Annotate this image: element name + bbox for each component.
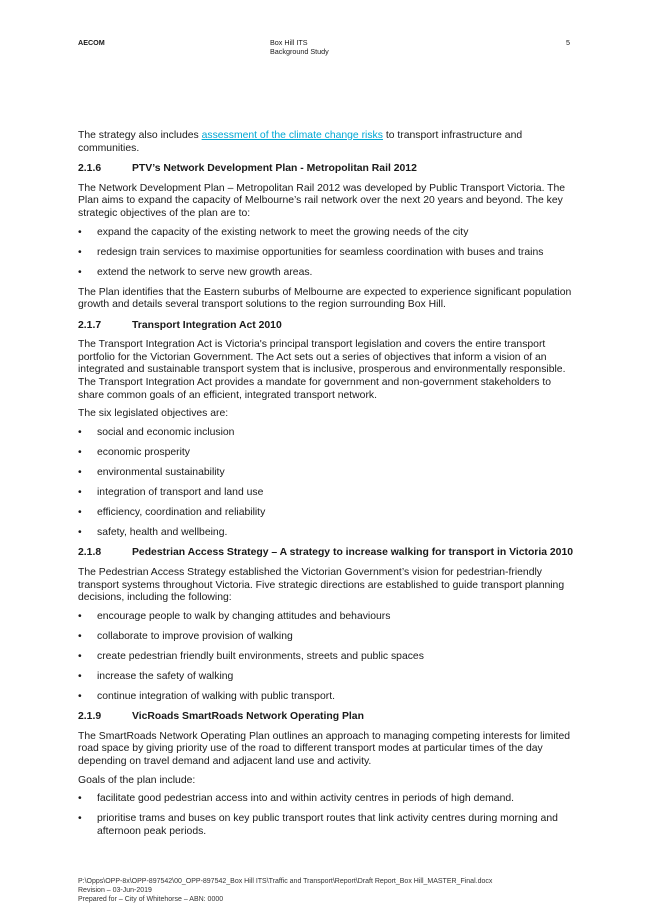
- intro-text-before: The strategy also includes: [78, 130, 202, 141]
- section-title: VicRoads SmartRoads Network Operating Plan: [132, 711, 364, 723]
- list-item: • continue integration of walking with public transport.: [78, 691, 576, 704]
- section-title: Pedestrian Access Strategy – A strategy to increase walking for transport in Victoria 2010: [132, 547, 574, 559]
- footer-file-path: P:\Opps\OPP-8x\OPP-897542\00_OPP-897542_Box Hill ITS\Traffic and Transport\Report\Draft Report_Box Hill_MASTER_Final.docx: [78, 878, 493, 885]
- section-2-1-8-bullets: [78, 611, 576, 704]
- list-item: • extend the network to serve new growth areas.: [78, 267, 576, 280]
- list-item: • integration of transport and land use: [78, 487, 576, 500]
- section-number: 2.1.8: [78, 547, 102, 559]
- section-2-1-7-paragraph-1: The Transport Integration Act is Victoria's principal transport legislation and covers the entire transport portfolio for the Victorian Government. The Act sets out a series of objectives that inform a vision of an integrated and sustainable transport system that is inclusive, prosperous and environmentally responsible. The Transport Integration Act provides a mandate for government and non-government stakeholders to share common goals of an efficient, integrated transport network.: [78, 339, 566, 401]
- section-2-1-6-paragraph-1: The Network Development Plan – Metropolitan Rail 2012 was developed by Public Transport Victoria. The Plan aims to expand the capacity of Melbourne’s rail network over the next 20 years and beyond. The key strategic objectives of the plan are to:: [78, 182, 566, 219]
- page-footer: [78, 878, 492, 904]
- header-title-line1: Box Hill ITS: [270, 38, 308, 47]
- intro-paragraph: [78, 130, 576, 155]
- climate-risks-link[interactable]: assessment of the climate change risks: [201, 130, 383, 141]
- section-2-1-9-paragraph-2: Goals of the plan include:: [78, 774, 196, 786]
- list-item: • efficiency, coordination and reliability: [78, 507, 576, 520]
- section-title: Transport Integration Act 2010: [132, 319, 282, 331]
- list-item: • expand the capacity of the existing network to meet the growing needs of the city: [78, 227, 576, 240]
- section-2-1-7-bullets: [78, 427, 576, 540]
- header-doc-title: [270, 38, 329, 56]
- section-2-1-6-bullets: [78, 227, 576, 280]
- section-title: PTV’s Network Development Plan - Metropolitan Rail 2012: [132, 163, 417, 175]
- header-title-line2: Background Study: [270, 47, 329, 56]
- page-number: 5: [566, 38, 570, 47]
- list-item: • economic prosperity: [78, 447, 576, 460]
- section-2-1-8-paragraph-1: The Pedestrian Access Strategy established the Victorian Government’s vision for pedestrian-friendly transport systems throughout Victoria. Five strategic directions are established to guide transport planning decisions, including the following:: [78, 566, 565, 604]
- section-2-1-9-heading: [78, 711, 576, 724]
- section-2-1-6-heading: [78, 163, 576, 176]
- list-item: • environmental sustainability: [78, 467, 576, 480]
- section-number: 2.1.6: [78, 163, 102, 175]
- list-item: • redesign train services to maximise opportunities for seamless coordination with buses and trains: [78, 247, 576, 260]
- section-2-1-9-paragraph-1: The SmartRoads Network Operating Plan outlines an approach to managing competing interests for limited road space by giving priority use of the road to different transport modes at particular times of the day depending on travel demand and adjacent land use and activity.: [78, 730, 571, 768]
- section-2-1-7-paragraph-2: The six legislated objectives are:: [78, 408, 229, 420]
- list-item: • increase the safety of walking: [78, 671, 576, 684]
- list-item: • social and economic inclusion: [78, 427, 576, 440]
- footer-revision: Revision – 03-Jun-2019: [78, 886, 152, 894]
- document-body: [78, 130, 576, 846]
- list-item: • safety, health and wellbeing.: [78, 527, 576, 540]
- section-2-1-7-heading: [78, 320, 576, 333]
- section-2-1-9-bullets: [78, 793, 576, 838]
- header-company: AECOM: [78, 38, 105, 47]
- section-number: 2.1.9: [78, 711, 102, 723]
- section-number: 2.1.7: [78, 319, 102, 331]
- list-item: • facilitate good pedestrian access into and within activity centres in periods of high demand.: [78, 793, 576, 806]
- list-item: • encourage people to walk by changing attitudes and behaviours: [78, 611, 576, 624]
- list-item: • collaborate to improve provision of walking: [78, 631, 576, 644]
- footer-prepared-for: Prepared for – City of Whitehorse – ABN: 0000: [78, 895, 224, 903]
- list-item: • prioritise trams and buses on key public transport routes that link activity centres during morning and afternoon peak periods.: [78, 813, 576, 838]
- section-2-1-8-heading: [78, 547, 576, 560]
- list-item: • create pedestrian friendly built environments, streets and public spaces: [78, 651, 576, 664]
- section-2-1-6-paragraph-2: The Plan identifies that the Eastern suburbs of Melbourne are expected to experience significant population growth and details several transport solutions to the region surrounding Box Hill.: [78, 286, 572, 311]
- intro-text-after: to transport infrastructure and communities.: [78, 130, 523, 154]
